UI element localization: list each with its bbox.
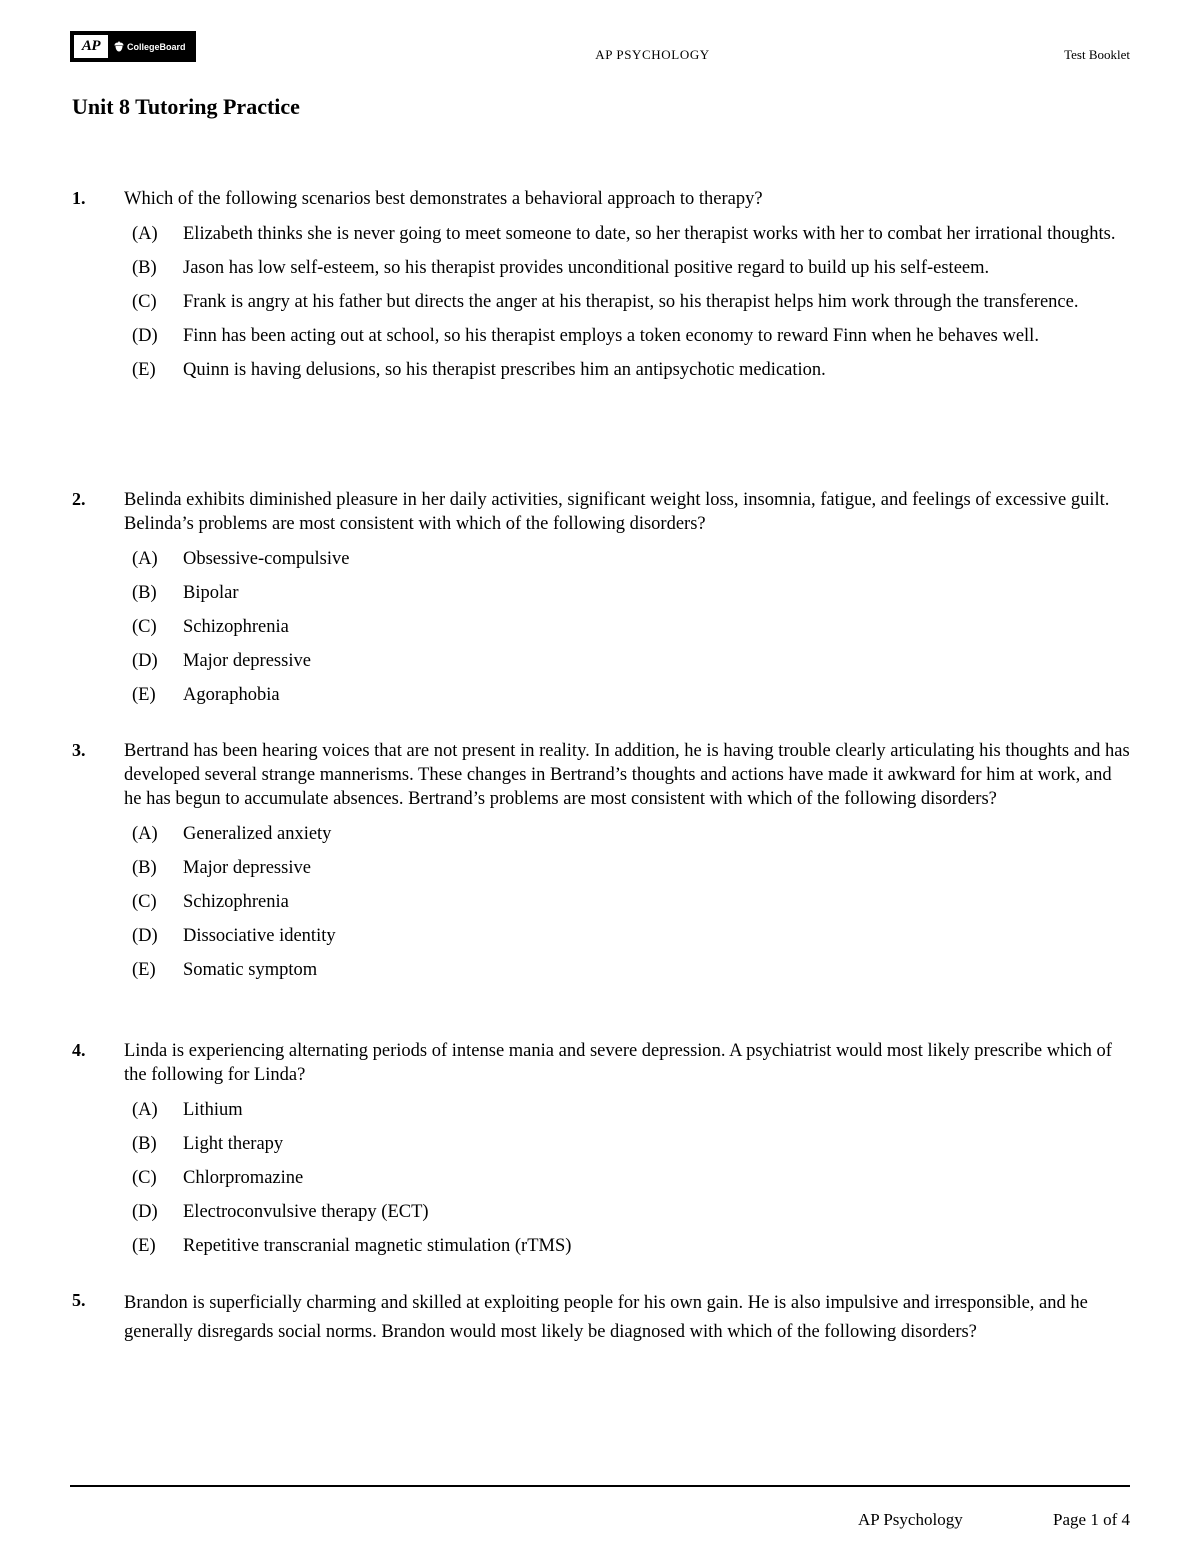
choice-letter: (C): [132, 617, 157, 637]
choice-letter: (D): [132, 326, 158, 346]
question-4: [72, 1039, 1132, 1268]
choice-b[interactable]: [132, 856, 1132, 880]
choice-a[interactable]: [132, 222, 1132, 246]
answer-choices: [132, 1098, 1132, 1258]
question-stem: Which of the following scenarios best demonstrates a behavioral approach to therapy?: [124, 189, 763, 209]
choice-text: Chlorpromazine: [183, 1168, 304, 1188]
choice-letter: (B): [132, 1134, 157, 1154]
choice-letter: (D): [132, 926, 158, 946]
answer-choices: [132, 547, 1132, 707]
choice-letter: (B): [132, 583, 157, 603]
choice-letter: (B): [132, 858, 157, 878]
choice-letter: (A): [132, 224, 158, 244]
choice-b[interactable]: [132, 581, 1132, 605]
question-5: [72, 1289, 1132, 1346]
choice-letter: (E): [132, 1236, 156, 1256]
choice-text: Major depressive: [183, 858, 311, 878]
choice-letter: (E): [132, 360, 156, 380]
choice-b[interactable]: [132, 1132, 1132, 1156]
choice-c[interactable]: [132, 290, 1132, 314]
collegeboard-text: CollegeBoard: [127, 41, 186, 52]
question-stem: Bertrand has been hearing voices that are not present in reality. In addition, he is having trouble clearly articulating his thoughts and has developed several strange mannerisms. These changes in Bertrand’s thoughts and actions have made it awkward for him at work, and he has begun to accumulate absences. Bertrand’s problems are most consistent with which of the following disorders?: [124, 741, 1130, 809]
answer-choices: [132, 822, 1132, 982]
question-number: 3.: [72, 740, 86, 760]
choice-text: Agoraphobia: [183, 685, 280, 705]
choice-a[interactable]: [132, 1098, 1132, 1122]
choice-d[interactable]: [132, 1200, 1132, 1224]
choice-text: Obsessive-compulsive: [183, 549, 350, 569]
question-stem: Brandon is superficially charming and skilled at exploiting people for his own gain. He is also impulsive and irresponsible, and he generally disregards social norms. Brandon would most likely be diagnosed with which of the following disorders?: [124, 1293, 1088, 1342]
ap-logo-mark: AP: [74, 35, 108, 58]
choice-letter: (A): [132, 824, 158, 844]
footer-divider: [70, 1485, 1130, 1487]
question-number: 4.: [72, 1040, 86, 1060]
choice-letter: (E): [132, 685, 156, 705]
choice-a[interactable]: [132, 822, 1132, 846]
page-number: Page 1 of 4: [1053, 1510, 1130, 1529]
question-2: [72, 488, 1132, 717]
header-booklet-label: Test Booklet: [1064, 47, 1130, 62]
choice-text: Light therapy: [183, 1134, 284, 1154]
choice-e[interactable]: [132, 1234, 1132, 1258]
choice-text: Lithium: [183, 1100, 243, 1120]
header-course: AP PSYCHOLOGY: [595, 47, 710, 62]
choice-letter: (A): [132, 549, 158, 569]
choice-text: Finn has been acting out at school, so his therapist employs a token economy to reward Finn when he behaves well.: [183, 326, 1039, 346]
choice-text: Dissociative identity: [183, 926, 336, 946]
choice-c[interactable]: [132, 615, 1132, 639]
choice-letter: (C): [132, 292, 157, 312]
choice-e[interactable]: [132, 358, 1132, 382]
choice-text: Jason has low self-esteem, so his therapist provides unconditional positive regard to build up his self-esteem.: [183, 258, 990, 278]
choice-letter: (E): [132, 960, 156, 980]
choice-letter: (A): [132, 1100, 158, 1120]
page-title: Unit 8 Tutoring Practice: [72, 94, 300, 119]
choice-text: Generalized anxiety: [183, 824, 332, 844]
question-3: [72, 739, 1132, 992]
choice-c[interactable]: [132, 890, 1132, 914]
choice-c[interactable]: [132, 1166, 1132, 1190]
choice-letter: (C): [132, 1168, 157, 1188]
choice-text: Electroconvulsive therapy (ECT): [183, 1202, 429, 1222]
choice-text: Frank is angry at his father but directs the anger at his therapist, so his therapist helps him work through the transference.: [183, 292, 1079, 312]
answer-choices: [132, 222, 1132, 382]
footer-course: AP Psychology: [858, 1510, 963, 1529]
choice-e[interactable]: [132, 958, 1132, 982]
choice-letter: (C): [132, 892, 157, 912]
choice-text: Elizabeth thinks she is never going to meet someone to date, so her therapist works with her to combat her irrational thoughts.: [183, 224, 1116, 244]
question-stem: Belinda exhibits diminished pleasure in her daily activities, significant weight loss, insomnia, fatigue, and feelings of excessive guilt. Belinda’s problems are most consistent with which of the following disorders?: [124, 490, 1110, 534]
choice-letter: (B): [132, 258, 157, 278]
question-stem: Linda is experiencing alternating periods of intense mania and severe depression. A psychiatrist would most likely prescribe which of the following for Linda?: [124, 1041, 1112, 1085]
choice-text: Repetitive transcranial magnetic stimulation (rTMS): [183, 1236, 572, 1256]
choice-d[interactable]: [132, 649, 1132, 673]
choice-d[interactable]: [132, 324, 1132, 348]
choice-letter: (D): [132, 651, 158, 671]
question-number: 1.: [72, 188, 86, 208]
question-number: 2.: [72, 489, 86, 509]
choice-text: Major depressive: [183, 651, 311, 671]
choice-d[interactable]: [132, 924, 1132, 948]
choice-text: Quinn is having delusions, so his therapist prescribes him an antipsychotic medication.: [183, 360, 826, 380]
question-1: [72, 187, 1132, 392]
choice-letter: (D): [132, 1202, 158, 1222]
choice-a[interactable]: [132, 547, 1132, 571]
choice-text: Bipolar: [183, 583, 239, 603]
choice-text: Somatic symptom: [183, 960, 318, 980]
choice-b[interactable]: [132, 256, 1132, 280]
question-number: 5.: [72, 1290, 86, 1310]
choice-e[interactable]: [132, 683, 1132, 707]
choice-text: Schizophrenia: [183, 892, 289, 912]
choice-text: Schizophrenia: [183, 617, 289, 637]
